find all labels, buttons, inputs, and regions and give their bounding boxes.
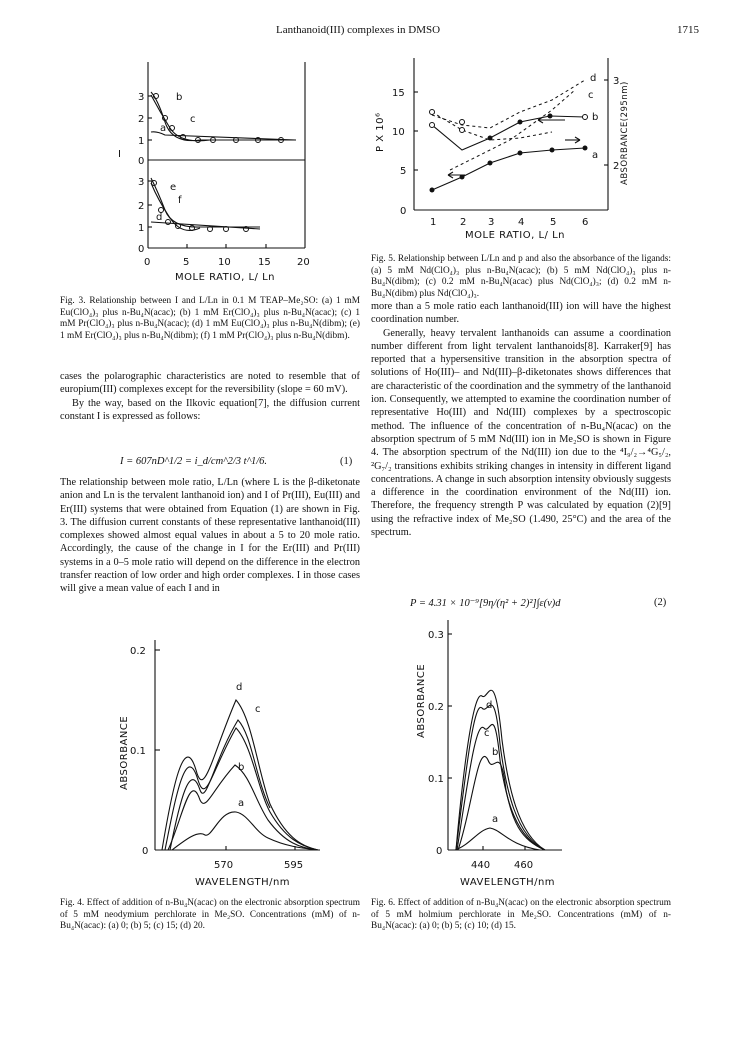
fig5-y-tick-right: 2 (613, 161, 620, 172)
fig5-x-tick: 1 (430, 217, 437, 228)
fig6-curve-label-d: d (486, 700, 493, 711)
fig3-curve-label-f: f (178, 195, 182, 206)
fig4-y-tick: 0.2 (130, 646, 146, 657)
fig3-x-label: MOLE RATIO, L/ Ln (175, 272, 275, 283)
fig5-y-tick: 5 (400, 166, 407, 177)
fig5-x-tick: 3 (488, 217, 495, 228)
fig5-y-label-right: ABSORBANCE(295nm) (620, 81, 630, 185)
fig4-x-tick: 595 (284, 860, 304, 871)
fig5-y-tick: 15 (392, 88, 405, 99)
fig3-y-tick: 3 (138, 92, 145, 103)
fig5-x-tick: 4 (518, 217, 525, 228)
fig6-x-tick: 460 (514, 860, 534, 871)
fig3-y-tick: 1 (138, 136, 145, 147)
fig5-curve-label-a: a (592, 150, 599, 161)
fig6-curve-label-b: b (492, 747, 499, 758)
fig5-caption: Fig. 5. Relationship between L/Ln and p and also the absorbance of the ligands: (a) 5 mM Nd(ClO₄)₃ plus n-Bu₄N(acac); (b) 5 mM Nd(ClO₄)₃ plus n-Bu₄N(dibm); (c) 0.2 mM n-Bu₄N(acac) plus Nd(ClO₄)₃; (d) 0.2 mM n-Bu₄N(dibm) plus Nd(ClO₄)₃. (371, 254, 671, 299)
fig3-y-tick: 0 (138, 156, 145, 167)
fig5-x-tick: 5 (550, 217, 557, 228)
fig3-x-tick: 5 (183, 257, 190, 268)
fig3-x-tick: 0 (144, 257, 151, 268)
fig6-y-tick: 0.3 (428, 630, 444, 641)
fig5-curve-label-c: c (588, 90, 594, 101)
fig3-curve-label-c: c (190, 114, 196, 125)
fig5-curve-label-d: d (590, 73, 597, 84)
fig5-y-tick-right: 3 (613, 76, 620, 87)
fig4-x-label: WAVELENGTH/nm (195, 877, 291, 888)
fig6-y-tick: 0.1 (428, 774, 444, 785)
equation-2: P = 4.31 × 10⁻⁹[9η/(η² + 2)²]∫ε(ν)d (410, 598, 561, 609)
fig6-y-label: ABSORBANCE (416, 663, 427, 738)
fig3-curve-label-b: b (176, 92, 183, 103)
fig5-x-tick: 6 (582, 217, 589, 228)
fig5-x-label: MOLE RATIO, L/ Ln (465, 230, 565, 241)
fig3-curve-label-a: a (160, 123, 167, 134)
fig3-y-label: I (118, 149, 122, 160)
fig3-curve-label-e: e (170, 182, 177, 193)
fig5-y-tick: 0 (400, 206, 407, 217)
fig5-x-tick: 2 (460, 217, 467, 228)
fig3-y-tick: 1 (138, 223, 145, 234)
fig3-y-tick: 2 (138, 114, 145, 125)
fig4-caption: Fig. 4. Effect of addition of n-Bu₄N(acac) on the electronic absorption spectrum of 5 mM neodymium perchlorate in Me₂SO. Concentrations (mM) of n-Bu₄N(acac): (a) 0; (b) 5; (c) 15; (d) 20. (60, 898, 360, 931)
fig6-x-label: WAVELENGTH/nm (460, 877, 556, 888)
fig3-x-tick: 15 (258, 257, 271, 268)
fig6-x-tick: 440 (471, 860, 491, 871)
fig4-curve-label-c: c (255, 704, 261, 715)
fig3-y-tick: 2 (138, 201, 145, 212)
fig5-y-label-left: P X 10⁶ (375, 112, 386, 152)
fig6-y-tick: 0.2 (428, 702, 444, 713)
running-title: Lanthanoid(III) complexes in DMSO (276, 24, 441, 36)
fig6-y-tick: 0 (436, 846, 443, 857)
paragraph: Generally, heavy tervalent lanthanoids can assume a coordination number different from light tervalent lanthanoids[8]. Karraker[9] has reported that a hypersensitive transition in the absorption spectra of solutions of Ho(III)– and Nd(III)–β-diketonates shows differences that are characteristic of the coordination and the symmetry of the lanthanoid ion. Consequently, we attempted to examine the coordination number of representative Ho(III) and Nd(III) complexes by a spectroscopic method. The influence of the concentration of n-Bu₄N(acac) on the absorption spectrum of 5 mM Nd(III) ion in Me₂SO is shown in Figure 4. The absorption spectrum of the Nd(III) ion due to the ⁴I₉/₂→⁴G₅/₂, ²G₇/₂ transitions exhibits striking changes in intensity in different ligand concentrations. A change in such absorption intensity obviously suggests a difference in the coordination environment of the Nd(III) ion. Therefore, the frequency strength P was calculated by equation (2)[9] using the refractive index of Me₂SO (1.490, 25°C) and the area of the spectrum. (371, 327, 672, 539)
fig3-curve-label-d: d (156, 212, 163, 223)
equation-1: I = 607nD^1/2 = i_d/cm^2/3 t^1/6. (120, 456, 268, 467)
fig6-curve-label-a: a (492, 814, 499, 825)
fig4-curve-label-b: b (238, 762, 245, 773)
fig5-curve-label-b: b (592, 112, 599, 123)
fig3-y-tick: 0 (138, 244, 145, 255)
fig4-y-tick: 0 (142, 846, 149, 857)
fig4-y-tick: 0.1 (130, 746, 146, 757)
paragraph: By the way, based on the Ilkovic equation[7], the diffusion current constant I is expressed as follows: (60, 397, 360, 422)
fig4-y-label: ABSORBANCE (119, 715, 130, 790)
equation-2-number: (2) (654, 597, 667, 608)
page-number: 1715 (677, 24, 699, 36)
paragraph: The relationship between mole ratio, L/Ln (where L is the β-diketonate anion and Ln is the tervalent lanthanoid ion) and I of Pr(III), Eu(III) and Er(III) systems that were obtained from Equation (1) are shown in Fig. 3. The diffusion current constants of these representative lanthanoid(III) complexes showed almost equal values in about a 5 to 20 mole ratio. Accordingly, the cause of the change in I for the Er(III) and Pr(III) systems in a 0–5 mole ratio will depend on the difference in the electron transfer reaction of low order and high order complexes. I in those cases will give a mean value of each I and in (60, 477, 360, 595)
fig4-curve-label-d: d (236, 682, 243, 693)
fig3-y-tick: 3 (138, 177, 145, 188)
paragraph: more than a 5 mole ratio each lanthanoid(III) ion will have the highest coordination number. (371, 301, 671, 326)
fig5-y-tick: 10 (392, 127, 405, 138)
fig4-x-tick: 570 (214, 860, 234, 871)
fig6-curve-label-c: c (484, 728, 490, 739)
fig3-caption: Fig. 3. Relationship between I and L/Ln in 0.1 M TEAP–Me₂SO: (a) 1 mM Eu(ClO₄)₃ plus n-Bu₄N(acac); (b) 1 mM Er(ClO₄)₃ plus n-Bu₄N(acac); (c) 1 mM Pr(ClO₄)₃ plus n-Bu₄N(acac); (d) 1 mM Eu(ClO₄)₃ plus n-Bu₄N(dibm); (e) 1 mM Er(ClO₄)₃ plus n-Bu₄N(dibm); (f) 1 mM Pr(ClO₄)₃ plus n-Bu₄N(dibm). (60, 296, 360, 341)
fig6-caption: Fig. 6. Effect of addition of n-Bu₄N(acac) on the electronic absorption spectrum of 5 mM holmium perchlorate in Me₂SO. Concentrations (mM) of n-Bu₄N(acac): (a) 0; (b) 5; (c) 10; (d) 15. (371, 898, 671, 931)
fig3-x-tick: 10 (218, 257, 231, 268)
equation-1-number: (1) (340, 456, 353, 467)
paragraph: cases the polarographic characteristics are noted to resemble that of europium(III) complexes except for the reversibility (slope = 60 mV). (60, 371, 360, 396)
fig3-x-tick: 20 (297, 257, 310, 268)
fig4-curve-label-a: a (238, 798, 245, 809)
